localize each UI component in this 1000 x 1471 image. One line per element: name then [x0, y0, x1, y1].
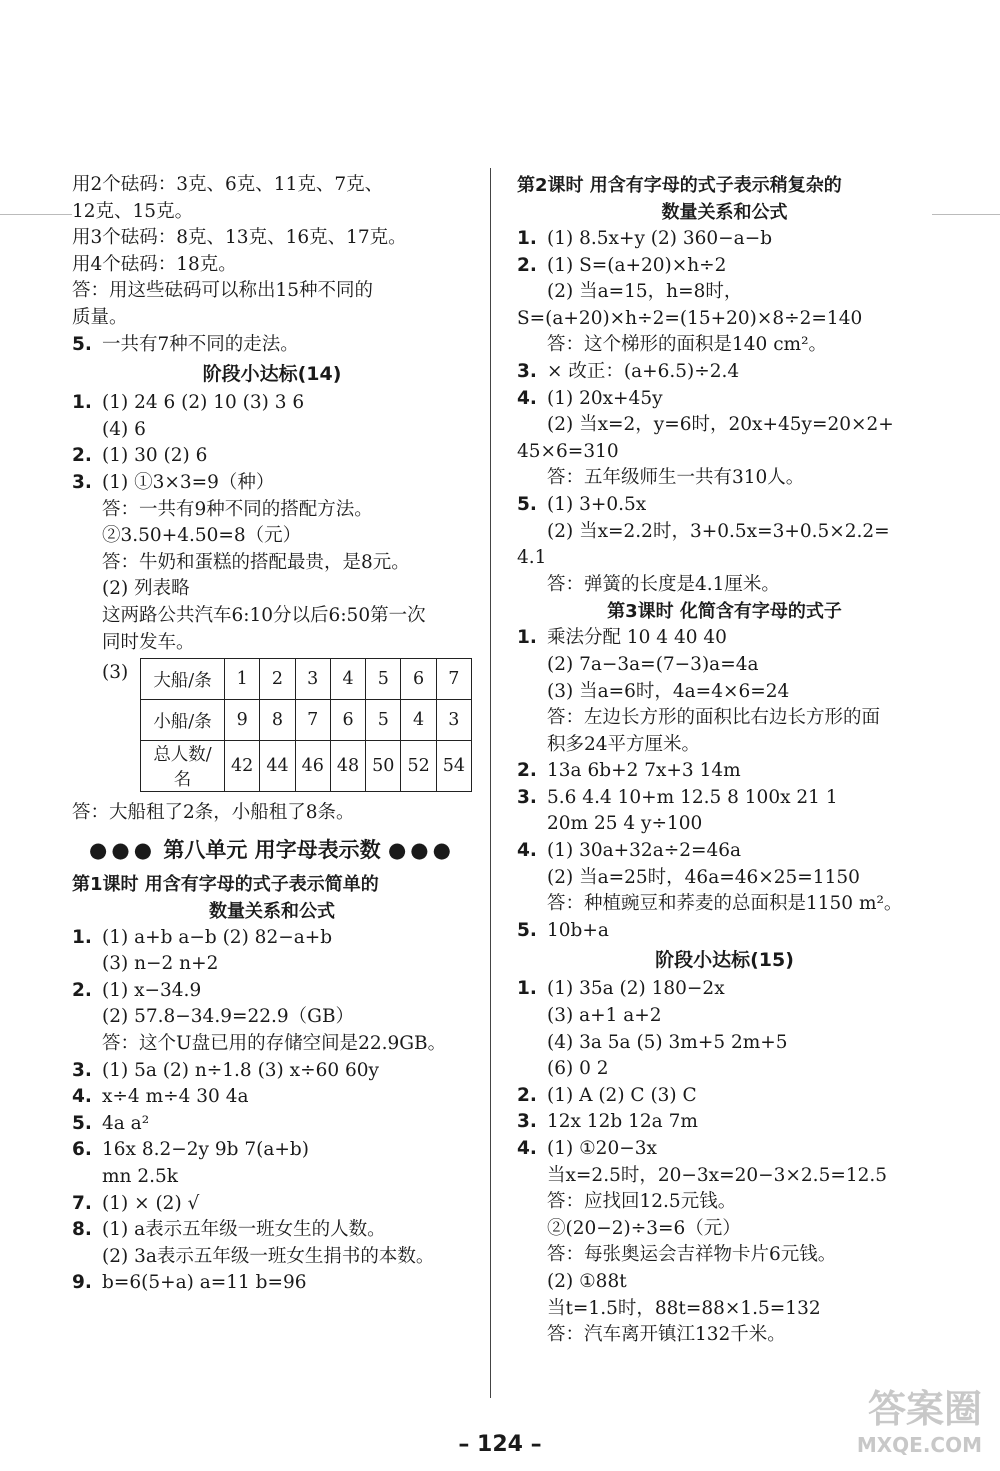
- answer-line: 答：大船租了2条，小船租了8条。: [72, 802, 355, 824]
- unit-heading: [72, 833, 472, 867]
- section-title: 阶段小达标(15): [655, 949, 794, 972]
- answer-line: [517, 439, 932, 466]
- answer-text: 答：牛奶和蛋糕的搭配最贵，是8元。: [102, 551, 410, 573]
- answer-line: 用3个砝码：8克、13克、16克、17克。: [72, 227, 407, 249]
- answer-line: [517, 838, 932, 865]
- answer-text: (2) 57.8−34.9=22.9（GB）: [102, 1006, 355, 1028]
- answer-line: 质量。: [72, 306, 128, 328]
- answer-line: [72, 1004, 472, 1031]
- table-cell: 7: [436, 659, 471, 700]
- answer-text: (2) 当a=15，h=8时，: [547, 281, 743, 303]
- answer-text: (1) 30 (2) 6: [102, 445, 208, 467]
- table-cell: 46: [295, 741, 330, 792]
- answer-line: [72, 1137, 472, 1164]
- answer-text: (1) 30a+32a÷2=46a: [547, 840, 742, 862]
- watermark: [857, 1378, 982, 1457]
- answer-text: (4) 3a 5a (5) 3m+5 2m+5: [547, 1031, 788, 1053]
- answer-line: [517, 785, 932, 812]
- answer-line: [72, 978, 472, 1005]
- answer-text: (4) 6: [102, 418, 146, 440]
- question-number: 1.: [72, 926, 92, 948]
- question-number: 2.: [517, 760, 537, 782]
- answer-text: 答：五年级师生一共有310人。: [547, 467, 805, 489]
- answer-line: [72, 497, 472, 524]
- answer-line: [72, 1031, 472, 1058]
- question-number: 2.: [517, 254, 537, 276]
- answer-line: 答：用这些砝码可以称出15种不同的: [72, 280, 374, 302]
- answer-line: [72, 1058, 472, 1085]
- answer-text: (1) ①3×3=9（种）: [102, 471, 275, 493]
- answer-line: [72, 1111, 472, 1138]
- answer-line: [517, 679, 932, 706]
- answer-text: x÷4 m÷4 30 4a: [102, 1086, 249, 1108]
- question-number: 3.: [517, 786, 537, 808]
- answer-text: × 改正：(a+6.5)÷2.4: [547, 360, 740, 382]
- table-cell: 5: [366, 659, 401, 700]
- answer-line: [517, 865, 932, 892]
- answer-text: 答：每张奥运会吉祥物卡片6元钱。: [547, 1244, 837, 1266]
- answer-text: (1) 8.5x+y (2) 360−a−b: [547, 228, 773, 249]
- boat-table: [140, 658, 472, 792]
- page-number: – 124 –: [458, 1432, 542, 1457]
- answer-text: (2) 列表略: [102, 578, 190, 600]
- answer-text: 13a 6b+2 7x+3 14m: [547, 760, 741, 782]
- answer-text: 答：应找回12.5元钱。: [547, 1191, 737, 1213]
- answer-line: [517, 465, 932, 492]
- answer-text: 10b+a: [547, 919, 609, 941]
- question-number: 4.: [72, 1086, 92, 1108]
- answer-line: [72, 390, 472, 417]
- answer-text: S=(a+20)×h÷2=(15+20)×8÷2=140: [517, 307, 863, 329]
- answer-line: [72, 1084, 472, 1111]
- question-number: 1.: [517, 627, 537, 649]
- answer-line: [517, 492, 932, 519]
- answer-line: 用4个砝码：18克。: [72, 253, 237, 275]
- table-row: [141, 741, 472, 792]
- question-number: 5.: [72, 333, 92, 355]
- answer-text: (1) a表示五年级一班女生的人数。: [102, 1219, 386, 1241]
- answer-line: [72, 1164, 472, 1191]
- answer-line: [517, 1242, 932, 1269]
- lesson-title: 第1课时 用含有字母的式子表示简单的: [72, 873, 379, 895]
- answer-text: b=6(5+a) a=11 b=96: [102, 1272, 307, 1294]
- watermark-url: MXQE.COM: [856, 1433, 982, 1457]
- column-divider: [490, 168, 491, 1398]
- answer-text: (1) 3+0.5x: [547, 493, 647, 515]
- answer-line: [517, 545, 932, 572]
- answer-line: [517, 705, 932, 732]
- answer-line: [72, 576, 472, 603]
- question-number: 6.: [72, 1139, 92, 1161]
- question-number: 5.: [517, 493, 537, 515]
- answer-line: [72, 417, 472, 444]
- answer-text: 16x 8.2−2y 9b 7(a+b): [102, 1139, 309, 1161]
- lesson-title: 第2课时 用含有字母的式子表示稍复杂的: [517, 175, 842, 196]
- answer-line: [517, 1296, 932, 1323]
- table-cell: 大船/条: [141, 659, 225, 700]
- answer-text: 当t=1.5时，88t=88×1.5=132: [547, 1297, 821, 1319]
- answer-line: [517, 279, 932, 306]
- answer-text: mn 2.5k: [102, 1166, 178, 1188]
- answer-text: 答：弹簧的长度是4.1厘米。: [547, 573, 780, 595]
- answer-line: [517, 253, 932, 280]
- table-cell: 48: [330, 741, 365, 792]
- answer-text: (2) 当x=2，y=6时，20x+45y=20×2+: [547, 414, 894, 436]
- answer-text: ②(20−2)÷3=6（元）: [547, 1217, 741, 1239]
- question-number: 5.: [517, 919, 537, 941]
- answer-text: (1) ①20−3x: [547, 1138, 657, 1159]
- answer-text: (2) 7a−3a=(7−3)a=4a: [547, 653, 759, 675]
- answer-line: [72, 951, 472, 978]
- answer-line: [517, 891, 932, 918]
- answer-text: (3) n−2 n+2: [102, 953, 219, 975]
- answer-text: 同时发车。: [102, 631, 195, 653]
- answer-line: [72, 332, 472, 359]
- answer-text: 答：这个梯形的面积是140 cm²。: [547, 334, 828, 356]
- answer-line: [517, 1083, 932, 1110]
- question-number: 7.: [72, 1192, 92, 1214]
- table-cell: 1: [225, 659, 260, 700]
- answer-line: [72, 550, 472, 577]
- answer-line: [517, 1269, 932, 1296]
- answer-text: ②3.50+4.50=8（元）: [102, 525, 302, 547]
- question-number: 2.: [72, 979, 92, 1001]
- answer-line: [72, 523, 472, 550]
- answer-line: [517, 732, 932, 759]
- table-cell: 54: [436, 741, 471, 792]
- answer-line: [72, 925, 472, 952]
- question-number: 2.: [517, 1084, 537, 1106]
- answer-text: (1) 24 6 (2) 10 (3) 3 6: [102, 392, 305, 414]
- answer-text: (1) x−34.9: [102, 979, 202, 1001]
- answer-text: (6) 0 2: [547, 1058, 609, 1080]
- answer-line: [517, 1056, 932, 1083]
- answer-line: [517, 572, 932, 599]
- answer-text: (1) × (2) √: [102, 1192, 200, 1214]
- answer-text: (2) 3a表示五年级一班女生捐书的本数。: [102, 1245, 435, 1267]
- watermark-title: 答案圈: [867, 1387, 982, 1431]
- question-number: 1.: [517, 228, 537, 249]
- table-cell: 4: [330, 659, 365, 700]
- answer-text: 乘法分配 10 4 40 40: [547, 627, 727, 649]
- answer-text: 一共有7种不同的走法。: [102, 333, 299, 355]
- table-row: [141, 700, 472, 741]
- question-number: 2.: [72, 445, 92, 467]
- answer-text: 答：种植豌豆和荞麦的总面积是1150 m²。: [547, 893, 903, 915]
- answer-text: (1) A (2) C (3) C: [547, 1084, 697, 1106]
- answer-text: 4a a²: [102, 1112, 150, 1134]
- lesson-title: 第3课时 化简含有字母的式子: [607, 601, 842, 623]
- question-number: 4.: [517, 387, 537, 409]
- question-number: 8.: [72, 1219, 92, 1241]
- question-number: 3.: [517, 360, 537, 382]
- question-number: 1.: [517, 978, 537, 1000]
- table-cell: 50: [366, 741, 401, 792]
- answer-line: [517, 652, 932, 679]
- answer-line: [517, 519, 932, 546]
- table-cell: 42: [225, 741, 260, 792]
- answer-text: 45×6=310: [517, 440, 619, 462]
- answer-line: [72, 1244, 472, 1271]
- answer-line: [517, 625, 932, 652]
- lesson-subtitle: 数量关系和公式: [661, 202, 788, 223]
- answer-line: [517, 811, 932, 838]
- answer-text: 5.6 4.4 10+m 12.5 8 100x 21 1: [547, 786, 838, 808]
- answer-text: (1) S=(a+20)×h÷2: [547, 254, 727, 276]
- question-number: 4.: [517, 840, 537, 862]
- answer-text: 当x=2.5时，20−3x=20−3×2.5=12.5: [547, 1164, 888, 1186]
- answer-line: [517, 1322, 932, 1349]
- answer-line: [517, 412, 932, 439]
- table-row: [141, 659, 472, 700]
- answer-line: 用2个砝码：3克、6克、11克、7克、: [72, 174, 384, 195]
- question-number: 1.: [72, 392, 92, 414]
- answer-line: [72, 603, 472, 630]
- answer-line: [517, 1003, 932, 1030]
- answer-text: 4.1: [517, 547, 547, 569]
- table-cell: 52: [401, 741, 436, 792]
- answer-line: [72, 1191, 472, 1218]
- answer-line: [72, 1270, 472, 1297]
- table-cell: 44: [260, 741, 295, 792]
- answer-text: (2) ①88t: [547, 1270, 627, 1292]
- answer-line: [517, 306, 932, 333]
- answer-line: [517, 1163, 932, 1190]
- table-cell: 5: [366, 700, 401, 741]
- answer-line: [517, 1030, 932, 1057]
- answer-text: 12x 12b 12a 7m: [547, 1111, 698, 1133]
- boat-table-block: [72, 658, 472, 796]
- table-cell: 总人数/名: [141, 741, 225, 792]
- table-cell: 3: [295, 659, 330, 700]
- answer-line: [517, 1136, 932, 1163]
- table-cell: 9: [225, 700, 260, 741]
- bullet-dots: ●●●: [387, 837, 455, 862]
- table-cell: 3: [436, 700, 471, 741]
- answer-text: 答：这个U盘已用的存储空间是22.9GB。: [102, 1033, 447, 1055]
- answer-text: 答：左边长方形的面积比右边长方形的面: [547, 707, 881, 729]
- answer-text: 答：一共有9种不同的搭配方法。: [102, 498, 373, 520]
- answer-line: [72, 1217, 472, 1244]
- question-number: 5.: [72, 1112, 92, 1134]
- table-cell: 8: [260, 700, 295, 741]
- answer-text: 答：汽车离开镇江132千米。: [547, 1324, 786, 1346]
- question-number: 3.: [72, 471, 92, 493]
- bullet-dots: ●●●: [89, 837, 157, 862]
- answer-text: 这两路公共汽车6:10分以后6:50第一次: [102, 604, 426, 626]
- answer-text: 积多24平方厘米。: [547, 733, 701, 755]
- lesson-subtitle: 数量关系和公式: [209, 900, 335, 922]
- answer-text: (1) 35a (2) 180−2x: [547, 978, 725, 1000]
- answer-line: [517, 1216, 932, 1243]
- answer-line: [72, 630, 472, 657]
- table-cell: 4: [401, 700, 436, 741]
- answer-line: 12克、15克。: [72, 200, 194, 222]
- question-number: 9.: [72, 1272, 92, 1294]
- unit-title: 第八单元 用字母表示数: [163, 837, 381, 862]
- right-column: [517, 172, 932, 1349]
- answer-text: (2) 当x=2.2时，3+0.5x=3+0.5×2.2=: [547, 520, 890, 542]
- answer-line: [517, 226, 932, 253]
- answer-text: (1) a+b a−b (2) 82−a+b: [102, 926, 333, 948]
- answer-line: [517, 1189, 932, 1216]
- answer-line: [517, 359, 932, 386]
- answer-line: [72, 443, 472, 470]
- answer-line: [517, 386, 932, 413]
- header-rule-right: [932, 214, 1000, 215]
- answer-text: (1) 20x+45y: [547, 387, 663, 409]
- answer-line: [517, 758, 932, 785]
- table-cell: 6: [401, 659, 436, 700]
- answer-line: [517, 918, 932, 945]
- section-title: 阶段小达标(14): [202, 363, 342, 386]
- question-number: 3.: [72, 1059, 92, 1081]
- header-rule-left: [0, 214, 72, 215]
- answer-text: (3) 当a=6时，4a=4×6=24: [547, 680, 790, 702]
- question-number: 4.: [517, 1138, 537, 1159]
- answer-text: (3) a+1 a+2: [547, 1005, 662, 1027]
- answer-text: (2) 当a=25时，46a=46×25=1150: [547, 866, 860, 888]
- left-column: [72, 172, 472, 1297]
- answer-line: [517, 976, 932, 1003]
- table-cell: 6: [330, 700, 365, 741]
- answer-text: 20m 25 4 y÷100: [547, 813, 703, 835]
- question-number: 3.: [517, 1111, 537, 1133]
- answer-line: [517, 332, 932, 359]
- table-cell: 2: [260, 659, 295, 700]
- answer-line: [72, 470, 472, 497]
- answer-line: [517, 1109, 932, 1136]
- table-cell: 小船/条: [141, 700, 225, 741]
- answer-text: (1) 5a (2) n÷1.8 (3) x÷60 60y: [102, 1059, 380, 1081]
- table-label: (3): [102, 662, 129, 684]
- table-cell: 7: [295, 700, 330, 741]
